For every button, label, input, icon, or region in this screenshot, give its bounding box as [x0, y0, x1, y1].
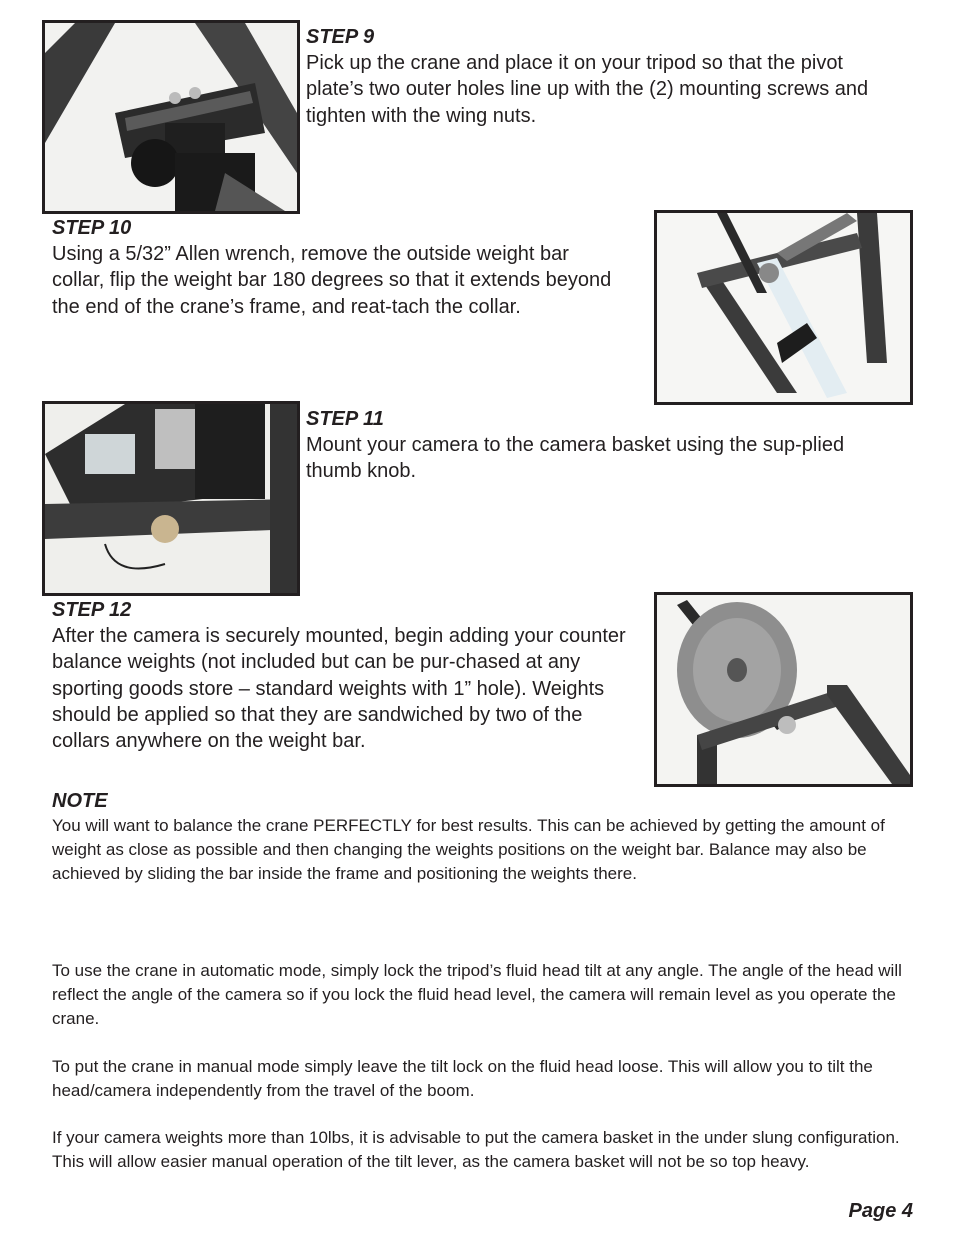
step10-photo — [654, 210, 913, 405]
step12-text: After the camera is securely mounted, begin adding your counter balance weights (not included but can be pur-chased at any sporting goods store – standard weights with 1” hole). Weights should be applied so that they are sandwiched by two of the collars anywhere on the weight bar. — [52, 625, 626, 753]
step9-block — [306, 24, 926, 129]
paragraph-underslung: If your camera weights more than 10lbs, it is advisable to put the camera basket in the under slung configuration. This will allow easier manual operation of the tilt lever, as the camera basket will not be so top heavy. — [52, 1128, 900, 1171]
step11-block — [306, 406, 926, 485]
step12-photo — [654, 592, 913, 787]
step12-title: STEP 12 — [52, 599, 132, 621]
step11-text: Mount your camera to the camera basket using the sup-plied thumb knob. — [306, 434, 845, 483]
step12-block — [52, 597, 647, 754]
step9-text: Pick up the crane and place it on your tripod so that the pivot plate’s two outer holes line up with the (2) mounting screws and tighten with the wing nuts. — [306, 52, 869, 127]
page-number: Page 4 — [848, 1200, 913, 1222]
note-text: You will want to balance the crane PERFECTLY for best results. This can be achieved by getting the amount of weight as close as possible and then changing the weights positions on the weight bar. Balance may also be achieved by sliding the bar inside the frame and positioning the weights there. — [52, 816, 885, 883]
step10-title: STEP 10 — [52, 217, 132, 239]
note-title: NOTE — [52, 790, 108, 812]
step11-title: STEP 11 — [306, 408, 384, 430]
step9-photo — [42, 20, 300, 214]
step11-photo — [42, 401, 300, 596]
note-block — [52, 788, 897, 886]
paragraph-manual-mode: To put the crane in manual mode simply leave the tilt lock on the fluid head loose. This will allow you to tilt the head/camera independently from the travel of the boom. — [52, 1057, 873, 1100]
step10-block — [52, 215, 627, 320]
step10-text: Using a 5/32” Allen wrench, remove the outside weight bar collar, flip the weight bar 180 degrees so that it extends beyond the end of the crane’s frame, and reat-tach the collar. — [52, 243, 612, 318]
paragraph-automatic-mode: To use the crane in automatic mode, simply lock the tripod’s fluid head tilt at any angle. The angle of the head will reflect the angle of the camera so if you lock the fluid head level, the camera will remain level as you operate the crane. — [52, 961, 902, 1028]
step9-title: STEP 9 — [306, 26, 375, 48]
